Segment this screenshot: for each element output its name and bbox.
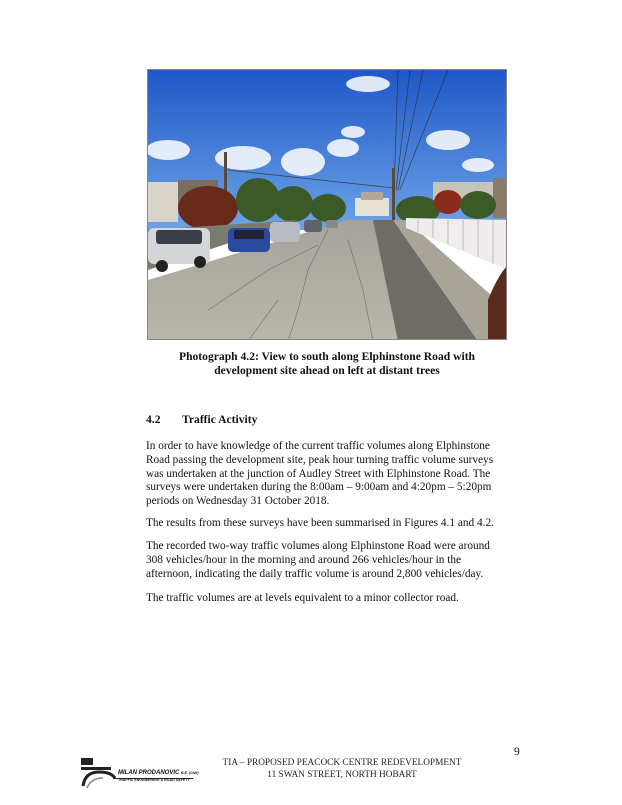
paragraph-line: The results from these surveys have been summarised in Figures 4.1 and 4.2. [146, 517, 494, 529]
footer-line-2: 11 SWAN STREET, NORTH HOBART [267, 770, 417, 780]
paragraph-line: In order to have knowledge of the current traffic volumes along Elphinstone [146, 440, 490, 452]
paragraph-line: 308 vehicles/hour in the morning and around 266 vehicles/hour in the [146, 553, 461, 566]
photo-caption [147, 350, 507, 378]
paragraph-line: periods on Wednesday 31 October 2018. [146, 495, 330, 508]
paragraph-survey-method [146, 440, 516, 509]
section-number: 4.2 [146, 413, 161, 426]
paragraph-traffic-volumes [146, 540, 516, 581]
paragraph-line: The recorded two-way traffic volumes along Elphinstone Road were around [146, 540, 490, 552]
logo-tagline: TRAFFIC ENGINEERING & ROAD SAFETY [118, 778, 190, 782]
section-heading [146, 413, 257, 426]
paragraph-line: surveys were undertaken during the 8:00am – 9:00am and 4:20pm – 5:20pm [146, 481, 492, 494]
section-title: Traffic Activity [182, 413, 258, 426]
caption-line-2: development site ahead on left at distant trees [214, 364, 440, 377]
page-number: 9 [514, 746, 520, 758]
footer-title [210, 757, 474, 781]
logo-name: MILAN PRODANOVIC B.E. (Civil) [118, 770, 199, 776]
paragraph-results-summary [146, 517, 516, 531]
caption-line-1: Photograph 4.2: View to south along Elphinstone Road with [178, 350, 475, 363]
street-photo-image [148, 70, 507, 340]
footer-line-1: TIA – PROPOSED PEACOCK CENTRE REDEVELOPMENT [222, 758, 462, 768]
paragraph-road-classification [146, 592, 516, 606]
paragraph-line: The traffic volumes are at levels equivalent to a minor collector road. [146, 592, 459, 604]
paragraph-line: afternoon, indicating the daily traffic volume is around 2,800 vehicles/day. [146, 567, 484, 580]
street-photograph [147, 69, 507, 340]
paragraph-line: Road passing the development site, peak hour turning traffic volume surveys [146, 453, 494, 466]
paragraph-line: was undertaken at the junction of Audley Street with Elphinstone Road. The [146, 467, 491, 480]
